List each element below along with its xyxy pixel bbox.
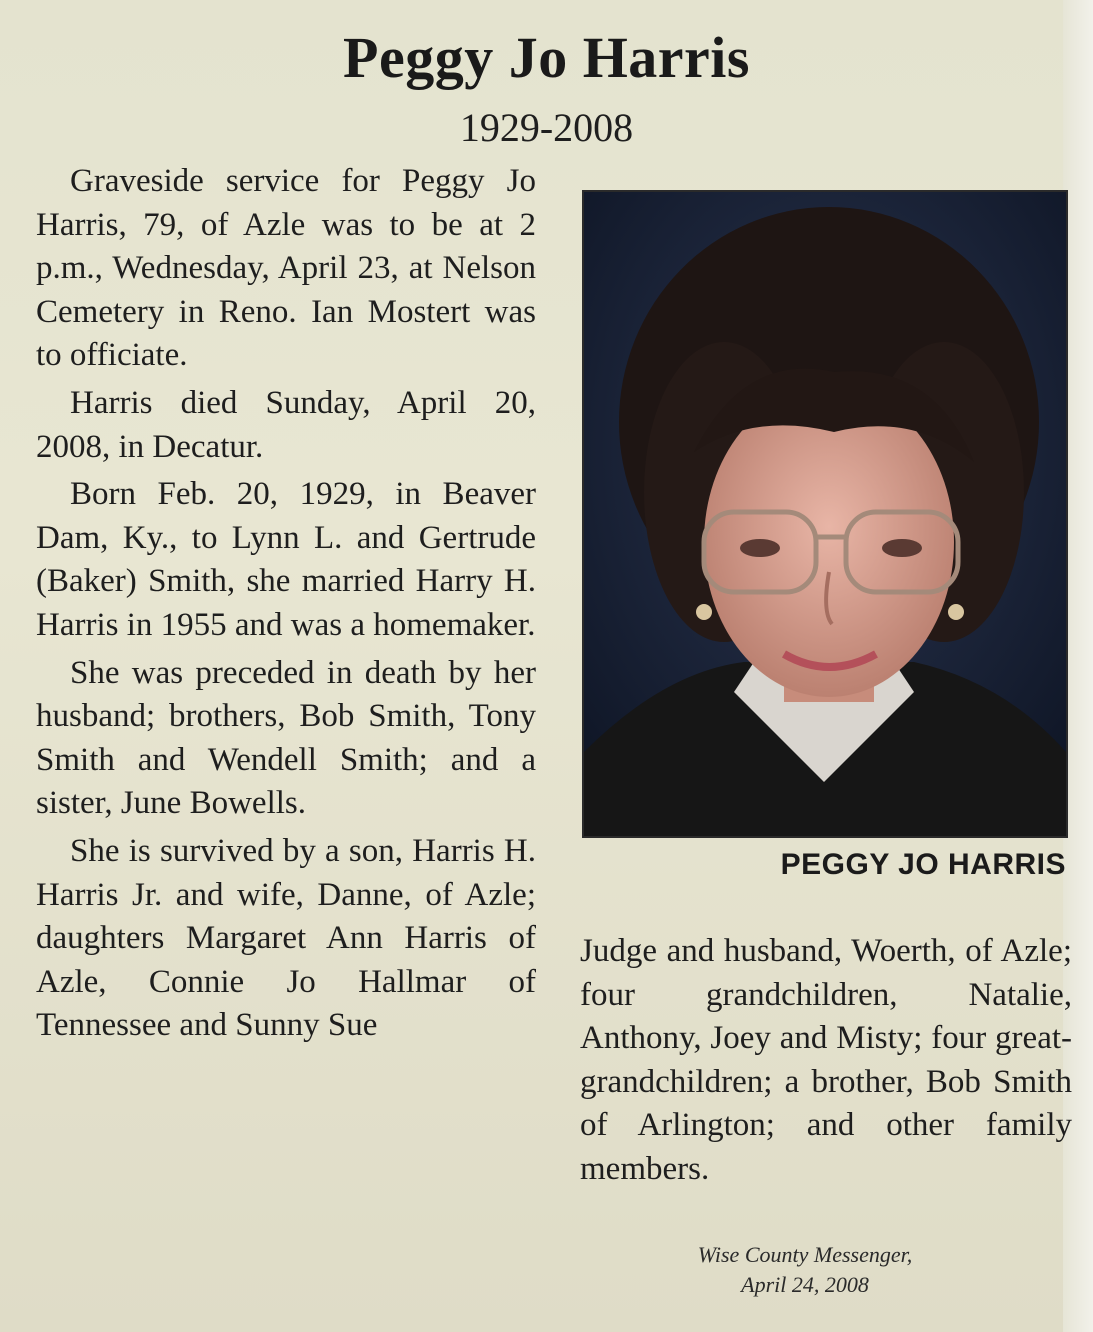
obituary-years: 1929-2008	[459, 105, 634, 150]
photo-caption: PEGGY JO HARRIS	[780, 848, 1066, 881]
paragraph-survived: She is survived by a son, Harris H. Harris Jr. and wife, Danne, of Azle; daughters Margaret Ann Harris of Azle, Connie Jo Hallmar of Tennessee and Sunny Sue	[36, 832, 536, 1044]
paragraph-death: Harris died Sunday, April 20, 2008, in Decatur.	[36, 384, 536, 465]
paragraph-service: Graveside service for Peggy Jo Harris, 79, of Azle was to be at 2 p.m., Wednesday, April 23, at Nelson Cemetery in Reno. Ian Mostert was to officiate.	[36, 163, 536, 374]
portrait-image	[584, 192, 1066, 836]
paragraph-preceded: She was preceded in death by her husband; brothers, Bob Smith, Tony Smith and Wendell Smith; and a sister, June Bowells.	[36, 654, 536, 822]
source-credit	[640, 1240, 970, 1300]
source-date: April 24, 2008	[741, 1272, 869, 1297]
right-column	[580, 930, 1072, 1192]
obituary-title: Peggy Jo Harris	[343, 25, 750, 90]
portrait-photo	[582, 190, 1068, 838]
paragraph-birth: Born Feb. 20, 1929, in Beaver Dam, Ky., to Lynn L. and Gertrude (Baker) Smith, she married Harry H. Harris in 1955 and was a homemaker.	[36, 476, 536, 643]
source-publication: Wise County Messenger,	[697, 1242, 913, 1267]
left-column	[36, 160, 536, 1052]
paragraph-survived-continued: Judge and husband, Woerth, of Azle; four grandchildren, Natalie, Anthony, Joey and Misty; four great-grandchildren; a brother, Bob Smith of Arlington; and other family members.	[580, 933, 1072, 1187]
